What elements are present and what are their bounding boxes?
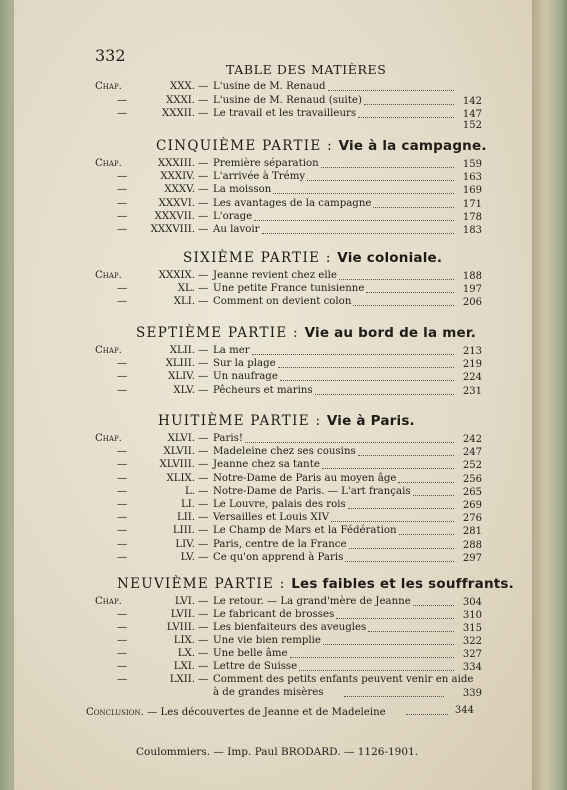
chapter-page: 152 [462, 119, 482, 131]
part-title: SEPTIÈME PARTIE : [136, 325, 299, 341]
chapter-title: Le Louvre, palais des rois [213, 499, 346, 510]
conclusion-entry [86, 707, 386, 718]
chapter-dash: — [117, 197, 128, 209]
chapter-page: 219 [462, 359, 482, 371]
separator-dash: — [198, 485, 209, 497]
chapter-label: Chap. [95, 596, 122, 607]
chapter-number: XXXII. [161, 108, 195, 119]
chapter-page: 147 [462, 109, 482, 120]
chapter-page: 188 [462, 271, 482, 282]
part-subtitle: Les faibles et les souffrants. [291, 576, 514, 592]
part-subtitle: Vie au bord de la mer. [304, 325, 477, 341]
separator-dash: — [198, 512, 209, 524]
dot-leader [358, 117, 454, 118]
separator-dash: — [198, 674, 209, 685]
separator-dash: — [198, 622, 209, 633]
chapter-title: L'arrivée à Trémy [213, 171, 306, 183]
separator-dash: — [198, 596, 209, 607]
separator-dash: — [198, 283, 209, 295]
chapter-number: LIII. [172, 525, 195, 537]
chapter-title: Notre-Dame de Paris. — L'art français [213, 485, 411, 497]
part-subtitle: Vie à la campagne. [338, 138, 487, 154]
chapter-label: Chap. [95, 158, 122, 169]
dot-leader [321, 167, 454, 168]
chapter-number: LVIII. [166, 622, 195, 633]
chapter-page: 242 [462, 434, 482, 445]
part-title: NEUVIÈME PARTIE : [117, 576, 286, 592]
separator-dash: — [198, 270, 209, 281]
separator-dash: — [198, 224, 209, 235]
chapter-number: XLVIII. [159, 459, 195, 471]
chapter-title-continued: à de grandes misères [213, 687, 324, 698]
chapter-dash: — [117, 459, 128, 471]
separator-dash: — [198, 296, 209, 308]
chapter-page: 256 [462, 473, 482, 485]
conclusion-label: Conclusion. [86, 707, 144, 718]
chapter-number: XLV. [173, 384, 195, 396]
separator-dash: — [198, 358, 209, 370]
chapter-title: Comment des petits enfants peuvent venir en aide [213, 674, 474, 685]
dot-leader [245, 442, 454, 443]
chapter-dash: — [117, 609, 128, 620]
chapter-number: XLIII. [165, 358, 195, 370]
chapter-page: 206 [462, 297, 482, 309]
chapter-dash: — [117, 538, 128, 550]
chapter-dash: — [117, 648, 128, 659]
dot-leader [345, 561, 454, 562]
dot-leader [364, 104, 454, 105]
part-heading [156, 138, 487, 154]
chapter-title: Un naufrage [213, 371, 278, 383]
chapter-title: Jeanne chez sa tante [213, 459, 320, 471]
chapter-title: Au lavoir [213, 224, 260, 235]
chapter-title: Le fabricant de brosses [213, 609, 335, 620]
part-title: CINQUIÈME PARTIE : [156, 138, 334, 154]
chapter-dash: — [117, 622, 128, 633]
chapter-number: XLIX. [166, 472, 195, 484]
chapter-title: Lettre de Suisse [213, 661, 298, 672]
chapter-title: Une petite France tunisienne [213, 283, 365, 295]
chapter-page: 183 [462, 225, 482, 236]
chapter-title: Sur la plage [213, 358, 276, 370]
chapter-number: XXXI. [165, 94, 195, 106]
part-subtitle: Vie coloniale. [337, 250, 443, 266]
chapter-number: XXXIV. [160, 171, 195, 183]
chapter-page: 310 [462, 610, 482, 621]
chapter-page: 247 [462, 447, 482, 459]
chapter-page: 231 [462, 385, 482, 397]
chapter-label: Chap. [95, 345, 122, 356]
dot-leader [290, 657, 454, 658]
chapter-dash: — [117, 358, 128, 370]
dot-leader [399, 534, 454, 535]
dot-leader [398, 482, 454, 483]
chapter-page: 163 [462, 172, 482, 184]
dot-leader [413, 495, 454, 496]
chapter-number: XXXIX. [158, 270, 195, 281]
chapter-title: Paris, centre de la France [213, 538, 347, 550]
separator-dash: — [198, 446, 209, 458]
conclusion-page: 344 [454, 705, 474, 716]
chapter-dash: — [117, 661, 128, 672]
dot-leader [331, 521, 454, 522]
separator-dash: — [198, 158, 209, 169]
chapter-title: Le Champ de Mars et la Fédération [213, 525, 397, 537]
book-page [14, 0, 532, 790]
chapter-dash: — [117, 184, 128, 196]
separator-dash: — [198, 648, 209, 659]
separator-dash: — [198, 661, 209, 672]
chapter-number: LII. [176, 512, 195, 524]
separator-dash: — [198, 184, 209, 196]
chapter-title: La mer [213, 345, 250, 356]
chapter-number: LVI. [174, 596, 195, 607]
chapter-title: Les bienfaiteurs des aveugles [213, 622, 367, 633]
chapter-number: LIV. [175, 538, 195, 550]
separator-dash: — [198, 472, 209, 484]
chapter-page: 334 [462, 662, 482, 673]
chapter-title: Une vie bien remplie [213, 635, 321, 646]
chapter-title: Pêcheurs et marins [213, 384, 313, 396]
chapter-title: Première séparation [213, 158, 319, 169]
dot-leader [252, 354, 454, 355]
chapter-number: LX. [177, 648, 195, 659]
chapter-title: L'usine de M. Renaud [213, 81, 326, 92]
chapter-page: 171 [462, 198, 482, 210]
chapter-number: LXII. [169, 674, 195, 685]
chapter-number: LVII. [170, 609, 195, 620]
chapter-dash: — [117, 371, 128, 383]
dot-leader [336, 618, 454, 619]
chapter-title: Le retour. — La grand'mère de Jeanne [213, 596, 411, 607]
part-subtitle: Vie à Paris. [326, 413, 415, 429]
part-heading [136, 325, 476, 341]
dot-leader [278, 367, 454, 368]
chapter-page: 322 [462, 636, 482, 647]
part-heading [158, 413, 415, 429]
chapter-title: Comment on devient colon [213, 296, 352, 308]
chapter-number: XXX. [170, 81, 195, 92]
chapter-page: 327 [462, 649, 482, 660]
chapter-number: XXXV. [164, 184, 195, 196]
chapter-page: 269 [462, 500, 482, 511]
chapter-page: 252 [462, 460, 482, 472]
chapter-number: XXXVIII. [150, 224, 195, 235]
chapter-page: 265 [462, 486, 482, 498]
separator-dash: — [198, 433, 209, 444]
chapter-title: Ce qu'on apprend à Paris [213, 551, 344, 563]
dot-leader [322, 468, 454, 469]
part-heading [117, 576, 514, 592]
chapter-dash: — [117, 499, 128, 510]
chapter-title: Jeanne revient chez elle [213, 270, 337, 281]
separator-dash: — [198, 371, 209, 383]
dot-leader [262, 233, 454, 234]
chapter-dash: — [117, 384, 128, 396]
chapter-title: Le travail et les travailleurs [213, 108, 357, 119]
separator-dash: — [198, 551, 209, 563]
chapter-label: Chap. [95, 81, 122, 92]
separator-dash: — [198, 609, 209, 620]
chapter-dash: — [117, 635, 128, 646]
chapter-title: Une belle âme [213, 648, 288, 659]
conclusion-leader [406, 714, 448, 715]
chapter-page: 169 [462, 185, 482, 197]
chapter-dash: — [117, 210, 128, 222]
chapter-page: 339 [462, 688, 482, 699]
dot-leader [368, 631, 454, 632]
chapter-page: 142 [462, 95, 482, 107]
chapter-dash: — [117, 512, 128, 524]
dot-leader [299, 670, 454, 671]
chapter-number: XL. [177, 283, 195, 295]
chapter-page: 297 [462, 552, 482, 564]
chapter-number: LI. [180, 499, 195, 510]
dot-leader [280, 380, 454, 381]
dot-leader [349, 548, 454, 549]
separator-dash: — [198, 499, 209, 510]
separator-dash: — [198, 525, 209, 537]
chapter-page: 178 [462, 211, 482, 223]
part-heading [183, 250, 442, 266]
chapter-number: XLVI. [167, 433, 195, 444]
chapter-dash: — [117, 108, 128, 119]
chapter-number: XLI. [173, 296, 195, 308]
chapter-page: 315 [462, 623, 482, 634]
separator-dash: — [198, 197, 209, 209]
dot-leader [358, 455, 454, 456]
chapter-title: Madeleine chez ses cousins [213, 446, 356, 458]
part-title: SIXIÈME PARTIE : [183, 250, 332, 266]
chapter-dash: — [117, 674, 128, 685]
chapter-page: 224 [462, 372, 482, 384]
chapter-label: Chap. [95, 433, 122, 444]
page-number: 332 [95, 46, 126, 65]
chapter-page: 197 [462, 284, 482, 296]
page-edge [532, 0, 567, 790]
dot-leader [307, 180, 454, 181]
running-head: TABLE DES MATIÈRES [226, 62, 387, 77]
chapter-title: L'usine de M. Renaud (suite) [213, 94, 362, 106]
chapter-dash: — [117, 171, 128, 183]
dot-leader [339, 279, 454, 280]
chapter-number: L. [184, 485, 195, 497]
chapter-label: Chap. [95, 270, 122, 281]
chapter-page: 281 [462, 526, 482, 538]
part-title: HUITIÈME PARTIE : [158, 413, 322, 429]
chapter-title: L'orage [213, 210, 253, 222]
chapter-dash: — [117, 472, 128, 484]
dot-leader [273, 193, 454, 194]
dot-leader [413, 605, 454, 606]
dot-leader [366, 292, 454, 293]
chapter-number: LV. [180, 551, 195, 563]
separator-dash: — [198, 345, 209, 356]
chapter-number: LIX. [173, 635, 195, 646]
dot-leader [254, 220, 454, 221]
imprint: Coulommiers. — Imp. Paul BRODARD. — 1126-1901. [136, 746, 419, 758]
dot-leader [348, 508, 454, 509]
chapter-title: Paris! [213, 433, 243, 444]
chapter-dash: — [117, 94, 128, 106]
chapter-dash: — [117, 551, 128, 563]
separator-dash: — [198, 81, 209, 92]
chapter-number: XLVII. [163, 446, 195, 458]
separator-dash: — [198, 635, 209, 646]
chapter-number: XXXIII. [157, 158, 195, 169]
chapter-page: 276 [462, 513, 482, 525]
chapter-number: XLII. [169, 345, 195, 356]
chapter-number: XXXVII. [154, 210, 195, 222]
chapter-page: 288 [462, 539, 482, 551]
chapter-title: La moisson [213, 184, 272, 196]
dot-leader [323, 644, 454, 645]
chapter-number: LXI. [173, 661, 195, 672]
chapter-page: 213 [462, 346, 482, 357]
separator-dash: — [198, 171, 209, 183]
chapter-number: XLIV. [168, 371, 195, 383]
chapter-title: Les avantages de la campagne [213, 197, 372, 209]
chapter-dash: — [117, 296, 128, 308]
dot-leader [328, 90, 454, 91]
chapter-number: XXXVI. [158, 197, 195, 209]
separator-dash: — [198, 538, 209, 550]
separator-dash: — [198, 94, 209, 106]
chapter-dash: — [117, 485, 128, 497]
table-of-contents [14, 0, 532, 790]
separator-dash: — [198, 459, 209, 471]
chapter-page: 304 [462, 597, 482, 608]
dot-leader [373, 207, 454, 208]
separator-dash: — [198, 210, 209, 222]
separator-dash: — [198, 384, 209, 396]
chapter-dash: — [117, 224, 128, 235]
dot-leader [353, 305, 454, 306]
dot-leader [344, 696, 444, 697]
conclusion-text: — Les découvertes de Jeanne et de Madeleine [147, 707, 386, 718]
chapter-title: Versailles et Louis XIV [213, 512, 330, 524]
chapter-page: 159 [462, 159, 482, 170]
chapter-dash: — [117, 283, 128, 295]
chapter-title: Notre-Dame de Paris au moyen âge [213, 472, 397, 484]
separator-dash: — [198, 108, 209, 119]
chapter-dash: — [117, 446, 128, 458]
chapter-dash: — [117, 525, 128, 537]
dot-leader [315, 394, 454, 395]
